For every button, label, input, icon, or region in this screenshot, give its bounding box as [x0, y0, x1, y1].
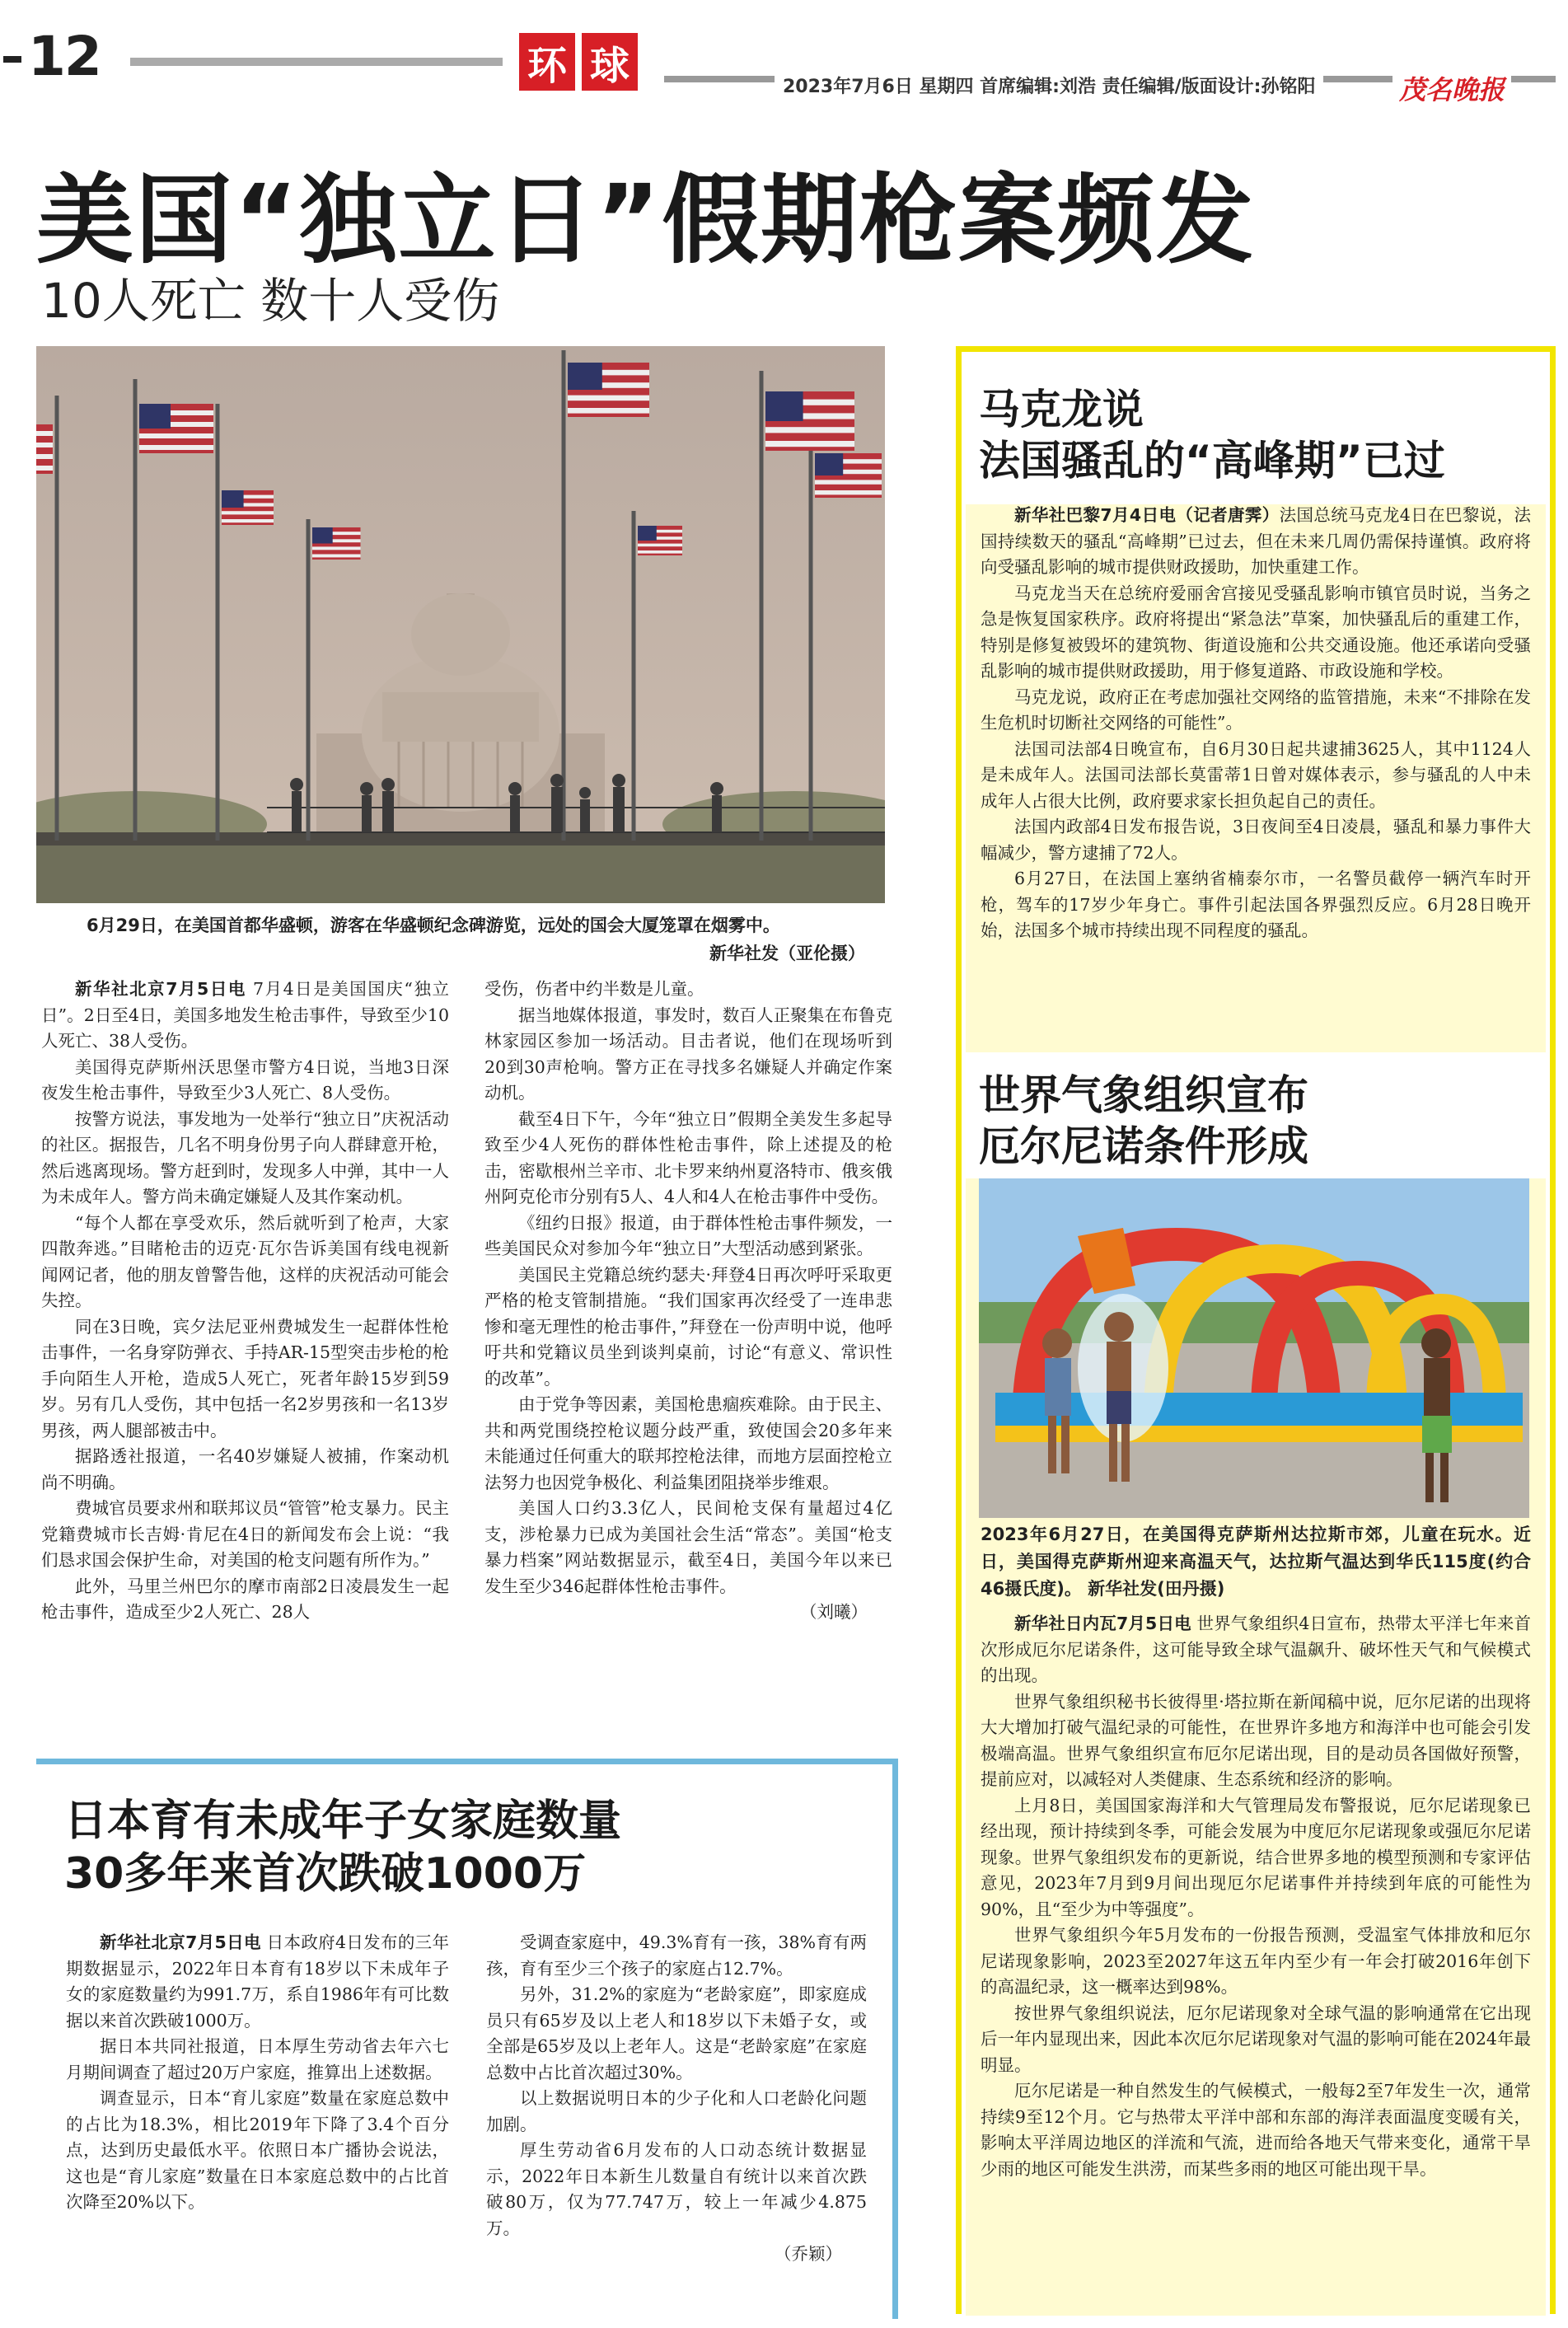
main-article-paragraph: 受伤，伤者中约半数是儿童。 — [484, 979, 704, 999]
main-article-paragraph: 《纽约日报》报道，由于群体性枪击事件频发，一些美国民众对参加今年“独立日”大型活动感到紧张。 — [484, 1212, 892, 1258]
main-photo-caption — [87, 911, 878, 967]
wmo-photo-caption-text: 2023年6月27日，在美国得克萨斯州达拉斯市郊，儿童在玩水。近日，美国得克萨斯州迎来高温天气，达拉斯气温达到华氏115度(约合46摄氏度)。 — [981, 1525, 1531, 1599]
issue-meta-line: 2023年7月6日 星期四 首席编辑:刘浩 责任编辑/版面设计:孙铭阳 — [775, 73, 1323, 98]
main-article-author: （刘曦） — [800, 1602, 868, 1622]
wmo-article-paragraph: 按世界气象组织说法，厄尔尼诺现象对全球气温的影响通常在它出现后一年内显现出来，因此本次厄尔尼诺现象对气温的影响可能在2024年最明显。 — [981, 2002, 1531, 2075]
wmo-article-paragraph — [981, 1611, 1531, 1689]
japan-article-column-1 — [66, 1930, 449, 2309]
wmo-article-paragraph: 世界气象组织今年5月发布的一份报告预测，受温室气体排放和厄尔尼诺现象影响，2023至2027年这五年内至少有一年会打破2016年创下的高温纪录，这一概率达到98%。 — [981, 1925, 1531, 1997]
main-article-paragraph: 美国人口约3.3亿人，民间枪支保有量超过4亿支，涉枪暴力已成为美国社会生活“常态”。美国“枪支暴力档案”网站数据显示，截至4日，美国今年以来已发生至少346起群体性枪击事件。 — [484, 1498, 892, 1596]
wmo-dateline: 新华社日内瓦7月5日电 — [1014, 1614, 1191, 1633]
main-article-column-2 — [484, 977, 892, 1735]
main-photo-credit: 新华社发（亚伦摄） — [709, 944, 865, 963]
japan-article-paragraph: 以上数据说明日本的少子化和人口老龄化问题加剧。 — [486, 2088, 867, 2134]
main-article-paragraph: 同在3日晚，宾夕法尼亚州费城发生一起群体性枪击事件，一名身穿防弹衣、手持AR-15型突击步枪的枪手向陌生人开枪，造成5人死亡，死者年龄15岁到59岁。另有几人受伤，其中包括一名2岁男孩和一名13岁男孩，两人腿部被击中。 — [41, 1316, 449, 1440]
japan-dateline: 新华社北京7月5日电 — [100, 1932, 261, 1952]
japan-article-paragraph: 据日本共同社报道，日本厚生劳动省去年六七月期间调查了超过20万户家庭，推算出上述数据。 — [66, 2036, 449, 2082]
masthead — [0, 0, 1568, 124]
page-number: 12 — [28, 25, 101, 88]
macron-dateline: 新华社巴黎7月4日电（记者唐霁） — [1014, 505, 1280, 525]
main-article-paragraph: 由于党争等因素，美国枪患痼疾难除。由于民主、共和两党围绕控枪议题分歧严重，致使国会20多年来未能通过任何重大的联邦控枪法律，而地方层面控枪立法努力也因党争极化、利益集团阻挠举步维艰。 — [484, 1394, 892, 1492]
wmo-article-paragraph: 上月8日，美国国家海洋和大气管理局发布警报说，厄尔尼诺现象已经出现，预计持续到冬季，可能会发展为中度厄尔尼诺现象或强厄尔尼诺现象。世界气象组织发布的更新说，结合世界多地的模型预测和专家评估意见，2023年7月到9月间出现厄尔尼诺事件并持续到年底的可能性为90%，且“至少为中等强度”。 — [981, 1795, 1531, 1919]
japan-headline-line-1: 日本育有未成年子女家庭数量 — [64, 1796, 622, 1846]
wmo-article-paragraph: 世界气象组织秘书长彼得里·塔拉斯在新闻稿中说，厄尔尼诺的出现将大大增加打破气温纪录的可能性，在世界许多地方和海洋中也可能会引发极端高温。世界气象组织宣布厄尔尼诺出现，目的是动员各国做好预警，提前应对，以减轻对人类健康、生态系统和经济的影响。 — [981, 1691, 1531, 1789]
macron-article-paragraph: 6月27日，在法国上塞纳省楠泰尔市，一名警员截停一辆汽车时开枪，驾车的17岁少年身亡。事件引起法国各界强烈反应。6月28日晚开始，法国多个城市持续出现不同程度的骚乱。 — [981, 869, 1531, 940]
macron-article-paragraph: 法国内政部4日发布报告说，3日夜间至4日凌晨，骚乱和暴力事件大幅减少，警方逮捕了72人。 — [981, 817, 1531, 863]
wmo-headline-line-1: 世界气象组织宣布 — [979, 1071, 1308, 1119]
main-subheadline: 10人死亡 数十人受伤 — [41, 273, 500, 329]
wmo-paragraph-text: 世界气象组织4日宣布，热带太平洋七年来首次形成厄尔尼诺条件，这可能导致全球气温飙升、破坏性天气和气候模式的出现。 — [981, 1614, 1531, 1685]
main-article-paragraph: 据路透社报道，一名40岁嫌疑人被捕，作案动机尚不明确。 — [41, 1446, 449, 1492]
capitol-flags-photo — [36, 346, 885, 903]
macron-article-paragraph: 马克龙说，政府正在考虑加强社交网络的监管措施，未来“不排除在发生危机时切断社交网络的可能性”。 — [981, 686, 1531, 733]
main-article-paragraph: 美国民主党籍总统约瑟夫·拜登4日再次呼吁采取更严格的枪支管制措施。“我们国家再次经受了一连串悲惨和毫无理性的枪击事件，”拜登在一份声明中说，他呼吁共和党籍议员坐到谈判桌前，讨论“有意义、常识性的改革”。 — [484, 1264, 892, 1389]
main-photo-caption-text: 6月29日，在美国首都华盛顿，游客在华盛顿纪念碑游览，远处的国会大厦笼罩在烟雾中。 — [87, 916, 780, 935]
main-headline: 美国“独立日”假期枪案频发 — [36, 163, 1256, 277]
section-tag-char-2: 球 — [582, 33, 638, 91]
main-article-paragraph — [41, 977, 449, 1055]
main-paragraph-text: 7月4日是美国国庆“独立日”。2日至4日，美国多地发生枪击事件，导致至少10人死亡、38人受伤。 — [41, 979, 449, 1051]
wmo-article-body — [981, 1611, 1531, 2307]
japan-article-paragraph: 厚生劳动省6月发布的人口动态统计数据显示，2022年日本新生儿数量自有统计以来首次跌破80万，仅为77.747万，较上一年减少4.875万。 — [486, 2140, 867, 2238]
japan-article-author: （乔颖） — [775, 2244, 842, 2264]
section-tag-char-1: 环 — [519, 33, 575, 91]
japan-article-paragraph — [66, 1930, 449, 2034]
macron-article-paragraph: 马克龙当天在总统府爱丽舍宫接见受骚乱影响市镇官员时说，当务之急是恢复国家秩序。政府将提出“紧急法”草案，加快骚乱后的重建工作，特别是修复被毁坏的建筑物、街道设施和公共交通设施。他还承诺向受骚乱影响的城市提供财政援助，用于修复道路、市政设施和学校。 — [981, 583, 1531, 681]
main-article-paragraph: 据当地媒体报道，事发时，数百人正聚集在布鲁克林家园区参加一场活动。目击者说，他们在现场听到20到30声枪响。警方正在寻找多名嫌疑人并确定作案动机。 — [484, 1005, 892, 1103]
masthead-rule-left — [130, 58, 503, 66]
main-article-paragraph: “每个人都在享受欢乐，然后就听到了枪声，大家四散奔逃。”目睹枪击的迈克·瓦尔告诉美国有线电视新闻网记者，他的朋友曾警告他，这样的庆祝活动可能会失控。 — [41, 1212, 449, 1310]
wmo-photo-caption — [981, 1521, 1531, 1603]
macron-article-paragraph: 法国司法部4日晚宣布，自6月30日起共逮捕3625人，其中1124人是未成年人。法国司法部长莫雷蒂1日曾对媒体表示，参与骚乱的人中未成年人占很大比例，政府要求家长担负起自己的责任。 — [981, 738, 1531, 811]
newspaper-logo: 茂名晚报 — [1392, 69, 1511, 107]
japan-article-paragraph: 受调查家庭中，49.3%育有一孩，38%育有两孩，育有至少三个孩子的家庭占12.7%。 — [486, 1932, 867, 1979]
wmo-photo-credit: 新华社发(田丹摄) — [1088, 1579, 1225, 1599]
japan-article-column-2 — [486, 1930, 867, 2309]
macron-article-paragraph — [981, 503, 1531, 581]
japan-article-paragraph: 调查显示，日本“育儿家庭”数量在家庭总数中的占比为18.3%，相比2019年下降了3.4个百分点，达到历史最低水平。依照日本广播协会说法，这也是“育儿家庭”数量在日本家庭总数中的占比首次降至20%以下。 — [66, 2088, 449, 2212]
main-article-paragraph: 费城官员要求州和联邦议员“管管”枪支暴力。民主党籍费城市长吉姆·肯尼在4日的新闻发布会上说：“我们恳求国会保护生命，对美国的枪支问题有所作为。” — [41, 1498, 449, 1570]
main-article-paragraph: 此外，马里兰州巴尔的摩市南部2日凌晨发生一起枪击事件，造成至少2人死亡、28人 — [41, 1576, 449, 1622]
japan-headline — [64, 1795, 621, 1900]
wmo-headline — [979, 1070, 1308, 1172]
main-article-paragraph: 按警方说法，事发地为一处举行“独立日”庆祝活动的社区。据报告，几名不明身份男子向人群肆意开枪，然后逃离现场。警方赶到时，发现多人中弹，其中一人为未成年人。警方尚未确定嫌疑人及其作案动机。 — [41, 1108, 449, 1206]
wmo-headline-line-2: 厄尔尼诺条件形成 — [979, 1122, 1308, 1170]
japan-headline-line-2: 30多年来首次跌破1000万 — [64, 1849, 587, 1899]
main-dateline: 新华社北京7月5日电 — [75, 979, 246, 999]
main-article-paragraph: 美国得克萨斯州沃思堡市警方4日说，当地3日深夜发生枪击事件，导致至少3人死亡、8人受伤。 — [41, 1056, 449, 1103]
water-slide-photo — [979, 1178, 1529, 1518]
wmo-article-paragraph: 厄尔尼诺是一种自然发生的气候模式，一般每2至7年发生一次，通常持续9至12个月。它与热带太平洋中部和东部的海洋表面温度变暖有关，影响太平洋周边地区的洋流和气流，进而给各地天气带来变化，通常干旱少雨的地区可能发生洪涝，而某些多雨的地区可能出现干旱。 — [981, 2081, 1531, 2179]
japan-article-paragraph: 另外，31.2%的家庭为“老龄家庭”，即家庭成员只有65岁及以上老人和18岁以下未婚子女，或全部是65岁及以上老年人。这是“老龄家庭”在家庭总数中占比首次超过30%。 — [486, 1984, 867, 2082]
macron-headline — [979, 384, 1445, 486]
japan-paragraph-text: 日本政府4日发布的三年期数据显示，2022年日本育有18岁以下未成年子女的家庭数量约为991.7万，系自1986年有可比数据以来首次跌破1000万。 — [66, 1932, 449, 2031]
macron-article-body — [981, 503, 1531, 1053]
macron-headline-line-2: 法国骚乱的“高峰期”已过 — [979, 437, 1445, 485]
main-article-paragraph: 截至4日下午，今年“独立日”假期全美发生多起导致至少4人死伤的群体性枪击事件，除上述提及的枪击，密歇根州兰辛市、北卡罗来纳州夏洛特市、俄亥俄州阿克伦市分别有5人、4人和4人在枪击事件中受伤。 — [484, 1108, 892, 1206]
macron-paragraph-text: 法国总统马克龙4日在巴黎说，法国持续数天的骚乱“高峰期”已过去，但在未来几周仍需保持谨慎。政府将向受骚乱影响的城市提供财政援助，加快重建工作。 — [981, 505, 1531, 577]
macron-headline-line-1: 马克龙说 — [979, 386, 1144, 433]
main-article-column-1 — [41, 977, 449, 1735]
